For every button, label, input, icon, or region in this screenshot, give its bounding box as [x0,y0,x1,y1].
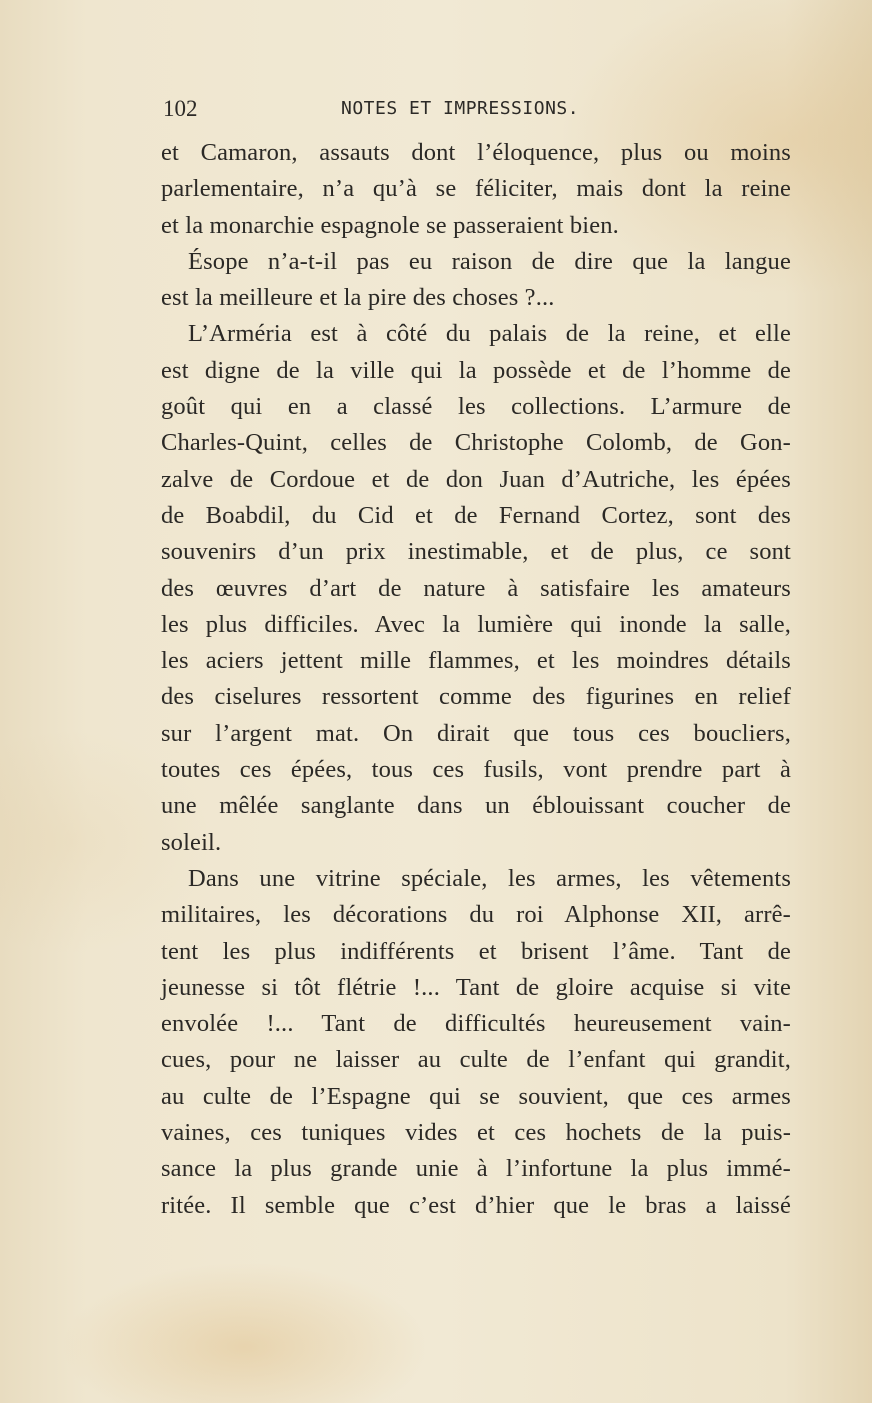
text-line: tent les plus indifférents et brisent l’âme. Tant de [161,937,791,965]
text-line: des œuvres d’art de nature à satisfaire les amateurs [161,574,791,602]
text-line: zalve de Cordoue et de don Juan d’Autriche, les épées [161,465,791,493]
text-line: et Camaron, assauts dont l’éloquence, plus ou moins [161,139,791,166]
text-line: de Boabdil, du Cid et de Fernand Cortez, sont des [161,501,791,529]
running-title: NOTES ET IMPRESSIONS. [341,98,580,119]
text-line: au culte de l’Espagne qui se souvient, que ces armes [161,1082,791,1110]
text-line: Ésope n’a-t-il pas eu raison de dire que la langue [188,247,791,275]
text-line: vaines, ces tuniques vides et ces hochets de la puis- [161,1119,791,1147]
text-line: et la monarchie espagnole se passeraient bien. [161,211,619,239]
text-line: une mêlée sanglante dans un éblouissant coucher de [161,792,791,820]
text-line: Dans une vitrine spéciale, les armes, les vêtements [188,864,791,892]
text-line: militaires, les décorations du roi Alphonse XII, arrê- [161,901,791,929]
page-number: 102 [163,96,198,121]
body-text [161,135,791,1224]
text-line: Charles-Quint, celles de Christophe Colomb, de Gon- [161,429,791,457]
text-line: envolée !... Tant de difficultés heureusement vain- [161,1010,791,1038]
text-line: sance la plus grande unie à l’infortune la plus immé- [161,1155,791,1183]
text-line: sur l’argent mat. On dirait que tous ces boucliers, [161,719,791,747]
text-line: soleil. [161,828,222,856]
text-line: toutes ces épées, tous ces fusils, vont prendre part à [161,756,791,784]
text-line: cues, pour ne laisser au culte de l’enfant qui grandit, [161,1046,791,1074]
text-line: souvenirs d’un prix inestimable, et de plus, ce sont [161,538,791,566]
text-line: goût qui en a classé les collections. L’armure de [161,393,791,421]
text-line: des ciselures ressortent comme des figurines en relief [161,683,791,711]
page-header [163,96,793,122]
text-line: parlementaire, n’a qu’à se féliciter, mais dont la reine [161,175,791,203]
text-line: L’Arméria est à côté du palais de la reine, et elle [188,320,791,348]
text-line: est digne de la ville qui la possède et de l’homme de [161,356,791,384]
text-line: jeunesse si tôt flétrie !... Tant de gloire acquise si vite [161,973,791,1001]
text-line: ritée. Il semble que c’est d’hier que le bras a laissé [161,1191,791,1219]
text-line: les plus difficiles. Avec la lumière qui inonde la salle, [161,610,791,638]
text-line: est la meilleure et la pire des choses ?... [161,284,555,312]
text-line: les aciers jettent mille flammes, et les moindres détails [161,647,791,675]
